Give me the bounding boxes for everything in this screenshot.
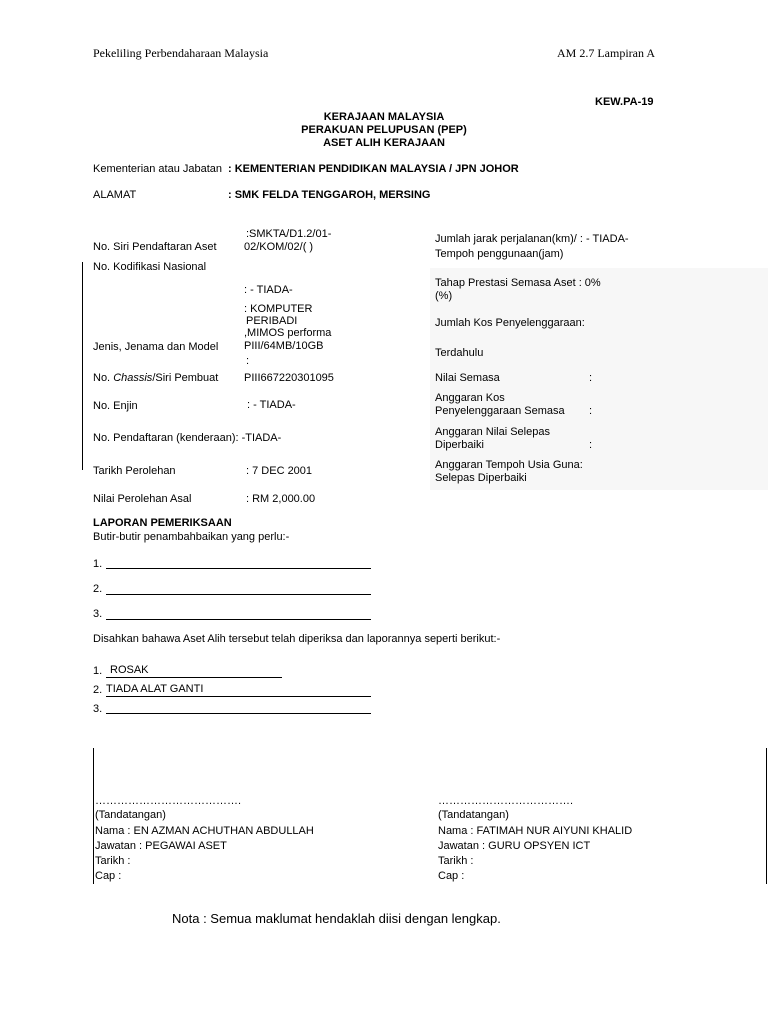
siri-label: No. Siri Pendaftaran Aset — [93, 241, 217, 253]
nota: Nota : Semua maklumat hendaklah diisi dengan lengkap. — [172, 911, 501, 926]
jenis-label: Jenis, Jenama dan Model — [93, 341, 219, 353]
signature-left-tarikh: Tarikh : — [95, 855, 131, 867]
form-code: KEW.PA-19 — [595, 96, 654, 108]
anggaran-kos-colon: : — [589, 405, 593, 417]
signature-left-nama: Nama : EN AZMAN ACHUTHAN ABDULLAH — [95, 825, 314, 837]
chassis-label — [93, 372, 218, 385]
butir-item-2-line — [106, 594, 371, 595]
signature-left-cap: Cap : — [95, 870, 122, 882]
jenis-value-1: : KOMPUTER — [244, 303, 313, 315]
tarikh-label: Tarikh Perolehan — [93, 465, 176, 477]
tarikh-value: : 7 DEC 2001 — [246, 465, 313, 477]
finding-2-value: TIADA ALAT GANTI — [106, 683, 371, 697]
disahkan-text: Disahkan bahawa Aset Alih tersebut telah diperiksa dan laporannya seperti berikut:- — [93, 633, 501, 645]
kos-label: Jumlah Kos Penyelenggaraan: — [435, 317, 585, 329]
kodifikasi-value: : - TIADA- — [244, 284, 293, 296]
signature-right-tarikh: Tarikh : — [438, 855, 474, 867]
siri-value-2: 02/KOM/02/( ) — [244, 241, 314, 253]
terdahulu-label: Terdahulu — [435, 347, 484, 359]
signature-right-dots: ………………………………. — [438, 795, 574, 807]
jenis-value-2: PERIBADI — [246, 315, 298, 327]
title-3: ASET ALIH KERAJAAN — [323, 137, 445, 149]
prestasi-line-1: Tahap Prestasi Semasa Aset : 0% — [435, 277, 601, 289]
butir-item-1-number: 1. — [93, 558, 103, 570]
butir-item-3-line — [106, 619, 371, 620]
enjin-value: : - TIADA- — [247, 399, 296, 411]
signature-right-line — [766, 748, 767, 884]
jenis-value-5: : — [246, 355, 250, 367]
finding-1-number: 1. — [93, 665, 103, 677]
laporan-heading: LAPORAN PEMERIKSAAN — [93, 517, 232, 529]
chassis-label-post: /Siri Pembuat — [152, 372, 219, 384]
signature-left-jawatan: Jawatan : PEGAWAI ASET — [95, 840, 227, 852]
chassis-value: PIII667220301095 — [244, 372, 334, 384]
signature-right-tandatangan: (Tandatangan) — [438, 809, 509, 821]
pendaftaran-label: No. Pendaftaran (kenderaan): -TIADA- — [93, 432, 282, 444]
anggaran-nilai-colon: : — [589, 439, 593, 451]
nilai-semasa-colon: : — [589, 372, 593, 384]
ministry-label: Kementerian atau Jabatan — [93, 163, 223, 175]
address-value: : SMK FELDA TENGGAROH, MERSING — [228, 189, 431, 201]
anggaran-kos-1: Anggaran Kos — [435, 392, 505, 404]
anggaran-nilai-1: Anggaran Nilai Selepas — [435, 426, 550, 438]
signature-right-nama: Nama : FATIMAH NUR AIYUNI KHALID — [438, 825, 633, 837]
header-left: Pekeliling Perbendaharaan Malaysia — [93, 46, 269, 60]
nilai-value: : RM 2,000.00 — [246, 493, 316, 505]
signature-right-cap: Cap : — [438, 870, 465, 882]
prestasi-line-2: (%) — [435, 290, 453, 302]
signature-left-line — [93, 748, 94, 884]
signature-right-jawatan: Jawatan : GURU OPSYEN ICT — [438, 840, 591, 852]
address-label: ALAMAT — [93, 189, 137, 201]
title-1: KERAJAAN MALAYSIA — [323, 111, 445, 123]
chassis-label-pre: No. — [93, 372, 114, 384]
anggaran-kos-2: Penyelenggaraan Semasa — [435, 405, 565, 417]
header-right: AM 2.7 Lampiran A — [557, 46, 655, 60]
siri-value-1: :SMKTA/D1.2/01- — [246, 228, 332, 240]
butir-text: Butir-butir penambahbaikan yang perlu:- — [93, 531, 290, 543]
nilai-semasa-label: Nilai Semasa — [435, 372, 500, 384]
chassis-label-italic: Chassis — [113, 372, 153, 384]
anggaran-tempoh-1: Anggaran Tempoh Usia Guna: — [435, 459, 583, 471]
nilai-label: Nilai Perolehan Asal — [93, 493, 192, 505]
signature-left-dots: …………………………………. — [95, 795, 242, 807]
jarak-line-2: Tempoh penggunaan(jam) — [435, 248, 564, 260]
finding-3-number: 3. — [93, 703, 103, 715]
jenis-value-4: PIII/64MB/10GB — [244, 340, 324, 352]
anggaran-tempoh-2: Selepas Diperbaiki — [435, 472, 527, 484]
finding-3-line — [106, 713, 371, 714]
anggaran-nilai-2: Diperbaiki — [435, 439, 484, 451]
enjin-label: No. Enjin — [93, 400, 138, 412]
finding-1-value: ROSAK — [106, 664, 282, 678]
finding-2-number: 2. — [93, 684, 103, 696]
butir-item-2-number: 2. — [93, 583, 103, 595]
signature-left-tandatangan: (Tandatangan) — [95, 809, 166, 821]
kodifikasi-label: No. Kodifikasi Nasional — [93, 261, 207, 273]
left-margin-line — [82, 262, 83, 470]
butir-item-1-line — [106, 568, 371, 569]
ministry-value: : KEMENTERIAN PENDIDIKAN MALAYSIA / JPN JOHOR — [228, 163, 519, 175]
jenis-value-3: ,MIMOS performa — [244, 327, 332, 339]
jarak-line-1: Jumlah jarak perjalanan(km)/ : - TIADA- — [435, 233, 629, 245]
butir-item-3-number: 3. — [93, 608, 103, 620]
title-2: PERAKUAN PELUPUSAN (PEP) — [301, 124, 467, 136]
